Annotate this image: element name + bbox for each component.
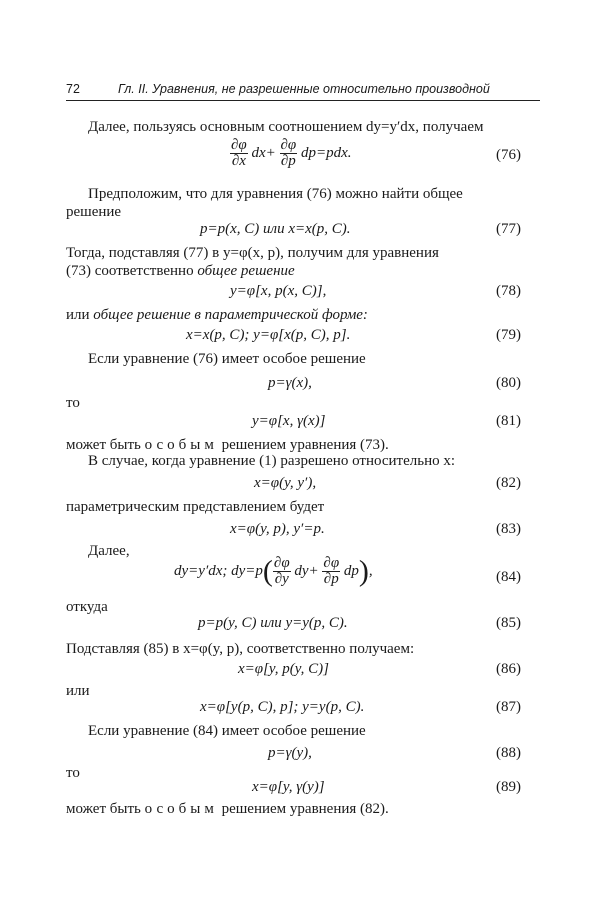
equation-number-76: (76): [496, 147, 521, 163]
page-header: [66, 80, 540, 101]
equation-number-84: (84): [496, 569, 521, 585]
formula-82: x=φ(y, y′),: [254, 475, 317, 491]
text-line: Далее, пользуясь основным соотношением dy=y′dx, получаем: [88, 119, 484, 135]
fraction: $\frac{\partial\varphi}{\partial p}$: [280, 137, 297, 169]
equation-number-78: (78): [496, 283, 521, 299]
fraction: $\frac{\partial\varphi}{\partial p}$: [323, 555, 340, 587]
text-line: Подставляя (85) в x=φ(y, p), соответственно получаем:: [66, 641, 415, 657]
equation-number-81: (81): [496, 413, 521, 429]
formula-81: y=φ[x, γ(x)]: [252, 413, 326, 429]
formula-77: p=p(x, C) или x=x(p, C).: [200, 221, 351, 237]
text-line: В случае, когда уравнение (1) разрешено относительно x:: [88, 453, 456, 469]
text-line: Тогда, подставляя (77) в y=φ(x, p), получим для уравнения: [66, 245, 439, 261]
page-number: 72: [66, 82, 80, 96]
fraction: $\frac{\partial\varphi}{\partial x}$: [231, 137, 247, 169]
equation-number-80: (80): [496, 375, 521, 391]
formula-84: dy=y′dx; dy=p( $\frac{\partial\varphi}{\partial y}$ dy+ $\frac{\partial\varphi}{\partial p}$ dp),: [174, 554, 373, 588]
formula-76: $\frac{\partial\varphi}{\partial x}$ dx+ $\frac{\partial\varphi}{\partial p}$ dp=pdx.: [231, 137, 352, 169]
text-line: или: [66, 683, 90, 699]
equation-number-79: (79): [496, 327, 521, 343]
text-line: или общее решение в параметрической форме:: [66, 307, 368, 323]
fraction: $\frac{\partial\varphi}{\partial y}$: [273, 555, 290, 587]
text-line: может быть особым решением уравнения (73).: [66, 437, 389, 453]
equation-number-85: (85): [496, 615, 521, 631]
formula-83: x=φ(y, p), y′=p.: [230, 521, 325, 537]
text-line: Если уравнение (76) имеет особое решение: [88, 351, 366, 367]
text-line: то: [66, 395, 80, 411]
equation-number-82: (82): [496, 475, 521, 491]
formula-88: p=γ(y),: [268, 745, 312, 761]
formula-78: y=φ[x, p(x, C)],: [230, 283, 327, 299]
text-line: Далее,: [88, 543, 130, 559]
formula-86: x=φ[y, p(y, C)]: [238, 661, 329, 677]
equation-number-87: (87): [496, 699, 521, 715]
equation-number-89: (89): [496, 779, 521, 795]
text-line: то: [66, 765, 80, 781]
equation-number-88: (88): [496, 745, 521, 761]
running-title: Гл. II. Уравнения, не разрешенные относительно производной: [118, 82, 490, 96]
formula-89: x=φ[y, γ(y)]: [252, 779, 325, 795]
text-line: Предположим, что для уравнения (76) можно найти общее: [88, 186, 463, 202]
formula-85: p=p(y, C) или y=y(p, C).: [198, 615, 348, 631]
text-line: параметрическим представлением будет: [66, 499, 325, 515]
equation-number-86: (86): [496, 661, 521, 677]
formula-80: p=γ(x),: [268, 375, 312, 391]
equation-number-77: (77): [496, 221, 521, 237]
text-line: (73) соответственно общее решение: [66, 263, 295, 279]
formula-87: x=φ[y(p, C), p]; y=y(p, C).: [200, 699, 365, 715]
text-line: решение: [66, 204, 122, 220]
formula-79: x=x(p, C); y=φ[x(p, C), p].: [186, 327, 351, 343]
text-line: откуда: [66, 599, 108, 615]
text-line: Если уравнение (84) имеет особое решение: [88, 723, 366, 739]
text-line: может быть особым решением уравнения (82).: [66, 801, 389, 817]
equation-number-83: (83): [496, 521, 521, 537]
